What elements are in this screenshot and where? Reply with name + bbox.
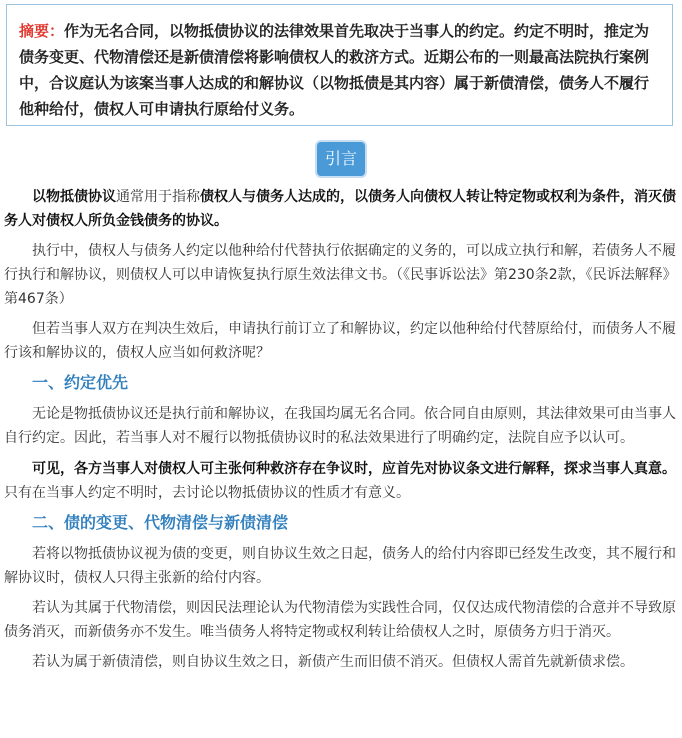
section-heading-1: 一、约定优先 — [32, 373, 129, 392]
paragraph-interpretation — [4, 457, 676, 505]
paragraph-new-debt: 若认为属于新债清偿，则自协议生效之日，新债产生而旧债不消灭。但债权人需首先就新债求偿。 — [32, 654, 634, 670]
definition-bold: 债权人与债务人达成的，以债务人向债权人转让特定物或权利为条件，消灭债务人对债权人所负金钱债务的协议。 — [4, 189, 676, 229]
paragraph-execution: 执行中，债权人与债务人约定以他种给付代替执行依据确定的义务的，可以成立执行和解，若债务人不履行执行和解协议，则债权人可以申请恢复执行原生效法律文书。（《民事诉讼法》第230条2款，《民诉法解释》第467条） — [4, 243, 676, 307]
paragraph-contract-freedom: 无论是物抵债协议还是执行前和解协议，在我国均属无名合同。依合同自由原则，其法律效果可由当事人自行约定。因此，若当事人对不履行以物抵债协议时的私法效果进行了明确约定，法院自应予以认可。 — [4, 406, 676, 446]
paragraph-definition — [4, 185, 676, 233]
paragraph-substitute-performance: 若认为其属于代物清偿，则因民法理论认为代物清偿为实践性合同，仅仅达成代物清偿的合意并不导致原债务消灭，而新债务亦不发生。唯当债务人将特定物或权利转让给债权人之时，原债务方归于消灭。 — [4, 600, 676, 640]
intro-heading-wrap — [0, 142, 682, 176]
definition-connector: 通常用于指称 — [116, 189, 200, 205]
section-heading-2: 二、债的变更、代物清偿与新债清偿 — [32, 513, 289, 532]
term-bold: 以物抵债协议 — [32, 189, 116, 205]
abstract-label: 摘要： — [19, 22, 65, 40]
interpretation-text: 只有在当事人约定不明时，去讨论以物抵债协议的性质才有意义。 — [4, 485, 410, 501]
abstract-box — [6, 4, 673, 126]
abstract-text: 作为无名合同，以物抵债协议的法律效果首先取决于当事人的约定。约定不明时，推定为债务变更、代物清偿还是新债清偿将影响债权人的救济方式。近期公布的一则最高法院执行案例中，合议庭认为该案当事人达成的和解协议（以物抵债是其内容）属于新债清偿，债务人不履行他种给付，债权人可申请执行原给付义务。 — [19, 22, 650, 118]
paragraph-debt-change: 若将以物抵债协议视为债的变更，则自协议生效之日起，债务人的给付内容即已经发生改变，其不履行和解协议时，债权人只得主张新的给付内容。 — [4, 546, 676, 586]
interpretation-bold: 可见，各方当事人对债权人可主张何种救济存在争议时，应首先对协议条文进行解释，探求当事人真意。 — [32, 461, 676, 477]
intro-badge: 引言 — [317, 142, 365, 176]
article-body — [4, 185, 676, 674]
paragraph-question: 但若当事人双方在判决生效后，申请执行前订立了和解协议，约定以他种给付代替原给付，而债务人不履行该和解协议的，债权人应当如何救济呢？ — [4, 321, 676, 361]
